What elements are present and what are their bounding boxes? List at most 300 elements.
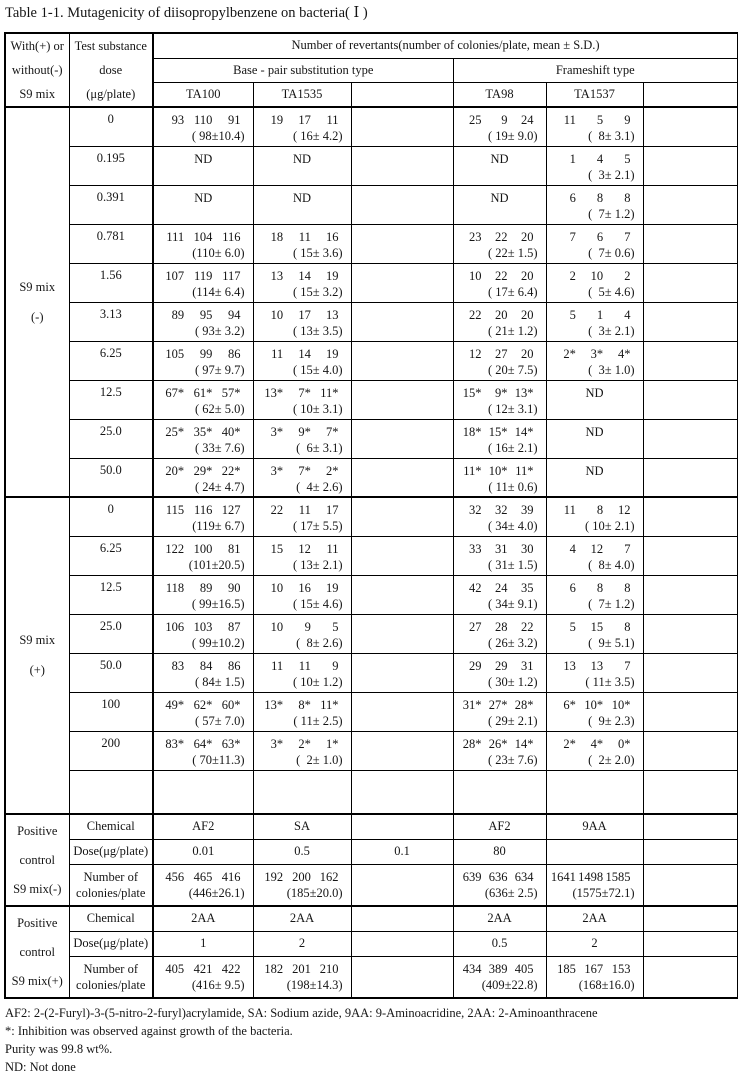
revertant-cell xyxy=(453,185,546,224)
revertant-cell xyxy=(546,731,643,770)
revertant-cell xyxy=(546,302,643,341)
footnote-asterisk: *: Inhibition was observed against growth of the bacteria. xyxy=(5,1024,293,1038)
replicate-counts xyxy=(547,303,643,323)
pc-number-cell xyxy=(253,956,351,998)
replicate-counts xyxy=(547,576,643,596)
replicate-counts xyxy=(154,420,253,440)
data-row xyxy=(5,692,738,731)
mean-sd: ( 2± 1.0) xyxy=(296,752,343,767)
mean-sd: ( 7± 1.2) xyxy=(588,596,635,611)
mean-sd: ( 11± 0.6) xyxy=(488,479,538,494)
revertant-cell xyxy=(253,419,351,458)
dose-cell xyxy=(69,770,153,814)
replicate-counts xyxy=(154,342,253,362)
count-value: 61* xyxy=(193,385,213,400)
pc-dose-cell: 0.5 xyxy=(253,839,351,864)
data-row xyxy=(5,380,738,419)
count-value: 90 xyxy=(227,580,241,595)
data-row xyxy=(5,614,738,653)
count-value: 5 xyxy=(332,619,339,634)
count-value: 8 xyxy=(624,580,631,595)
revertant-cell xyxy=(253,614,351,653)
positive-control-label-line: S9 mix(+) xyxy=(11,973,63,988)
revertant-cell xyxy=(643,341,738,380)
count-value: 86 xyxy=(227,658,241,673)
count-value: 11 xyxy=(298,503,311,517)
count-value: 639 xyxy=(462,869,482,884)
revertant-cell xyxy=(643,146,738,185)
count-value: 434 xyxy=(462,961,482,976)
revertant-cell xyxy=(546,497,643,536)
mean-sd: ( 99±10.2) xyxy=(191,635,245,650)
replicate-counts xyxy=(254,303,351,323)
count-value: 33 xyxy=(469,541,482,556)
pc-number-cell xyxy=(153,864,253,906)
replicate-counts xyxy=(547,498,643,518)
count-value: 14* xyxy=(514,736,534,751)
revertant-cell xyxy=(643,263,738,302)
s9-section-label xyxy=(5,107,69,497)
count-value: 32 xyxy=(495,503,508,517)
dose-cell xyxy=(69,458,153,497)
mean-sd: ( 10± 2.1) xyxy=(584,519,635,533)
count-value: 9 xyxy=(501,113,508,127)
replicate-counts xyxy=(154,264,253,284)
revertant-cell xyxy=(546,224,643,263)
footnote-nd: ND: Not done xyxy=(5,1060,76,1074)
count-value: 32 xyxy=(469,503,482,517)
positive-control-label xyxy=(5,814,69,906)
data-row xyxy=(5,458,738,497)
count-value: 13 xyxy=(270,268,284,283)
revertant-cell xyxy=(253,653,351,692)
table-title: Table 1-1. Mutagenicity of diisopropylbenzene on bacteria( Ⅰ ) xyxy=(5,5,368,21)
mean-sd: (416± 9.5) xyxy=(191,977,245,992)
count-value: 11 xyxy=(271,346,284,361)
count-value: 83* xyxy=(165,736,185,751)
count-value: 162 xyxy=(319,869,339,884)
pc-number-cell xyxy=(453,864,546,906)
count-value: 25 xyxy=(469,113,482,127)
revertant-cell xyxy=(253,770,351,814)
revertant-cell xyxy=(453,224,546,263)
count-value: 12 xyxy=(469,346,482,361)
replicate-counts xyxy=(254,615,351,635)
revertant-cell xyxy=(153,653,253,692)
mean-sd: ( 8± 3.1) xyxy=(588,129,635,143)
count-value: 95 xyxy=(199,307,213,322)
count-value: 119 xyxy=(194,268,213,283)
revertant-cell xyxy=(253,302,351,341)
replicate-counts xyxy=(547,108,643,128)
mean-sd: (409±22.8) xyxy=(481,977,538,992)
s9-label-line: S9 mix xyxy=(19,633,56,647)
count-value: 11 xyxy=(298,658,311,673)
revertant-cell xyxy=(351,731,453,770)
count-value: 20* xyxy=(165,463,185,478)
mean-sd: ( 33± 7.6) xyxy=(194,440,245,455)
count-value: 201 xyxy=(292,961,311,976)
count-value: 416 xyxy=(221,869,241,884)
count-value: 1641 xyxy=(550,869,576,884)
count-value: 49* xyxy=(165,697,185,712)
count-value: 28* xyxy=(514,697,534,712)
dose-value: 200 xyxy=(101,735,121,750)
mean-sd: ( 17± 6.4) xyxy=(487,284,538,299)
count-value: 116 xyxy=(194,503,213,517)
replicate-counts xyxy=(454,381,546,401)
revertant-cell xyxy=(546,419,643,458)
count-value: 10 xyxy=(270,307,284,322)
replicate-counts xyxy=(254,654,351,674)
count-value: 20 xyxy=(495,307,508,322)
revertant-cell xyxy=(453,419,546,458)
replicate-counts xyxy=(154,459,253,479)
revertant-cell xyxy=(153,692,253,731)
count-value: 405 xyxy=(514,961,534,976)
dose-value: 0.391 xyxy=(96,189,125,204)
count-value: 2* xyxy=(563,736,576,751)
data-row xyxy=(5,497,738,536)
replicate-counts xyxy=(454,693,546,713)
replicate-counts xyxy=(454,303,546,323)
chemical-cell: AF2 xyxy=(453,814,546,839)
mean-sd: (185±20.0) xyxy=(286,885,343,900)
replicate-counts xyxy=(547,957,643,977)
mean-sd: ( 23± 7.6) xyxy=(487,752,538,767)
dose-row-label: Dose(μg/plate) xyxy=(69,839,153,864)
mean-sd: ( 16± 2.1) xyxy=(487,440,538,455)
mean-sd: ( 10± 1.2) xyxy=(292,674,343,689)
mean-sd: (198±14.3) xyxy=(286,977,343,992)
count-value: 24 xyxy=(521,113,534,127)
dose-cell xyxy=(69,263,153,302)
count-value: 7 xyxy=(624,541,631,556)
data-row xyxy=(5,263,738,302)
count-value: 9 xyxy=(624,113,631,127)
count-value: 18 xyxy=(270,229,284,244)
revertant-cell xyxy=(253,497,351,536)
count-value: 13 xyxy=(325,307,339,322)
count-value: 182 xyxy=(264,961,284,976)
mean-sd: ( 84± 1.5) xyxy=(194,674,245,689)
revertant-cell xyxy=(453,770,546,814)
count-value: 8 xyxy=(596,190,604,205)
data-row xyxy=(5,653,738,692)
count-value: 26* xyxy=(488,736,508,751)
pc-number-cell xyxy=(253,864,351,906)
dose-value: 100 xyxy=(101,696,121,711)
count-value: 28* xyxy=(462,736,482,751)
pc-dose-cell: 0.1 xyxy=(351,839,453,864)
replicate-counts xyxy=(454,732,546,752)
mean-sd: ( 70±11.3) xyxy=(192,752,245,767)
data-row xyxy=(5,419,738,458)
dose-value: 0.195 xyxy=(96,150,125,165)
count-value: 23 xyxy=(469,229,482,244)
count-value: 10* xyxy=(488,463,508,478)
replicate-counts xyxy=(454,420,546,440)
data-row xyxy=(5,341,738,380)
mutagenicity-table xyxy=(4,32,738,999)
count-value: 11* xyxy=(320,385,339,400)
count-value: 15* xyxy=(462,385,482,400)
mean-sd: ( 99±16.5) xyxy=(191,596,245,611)
pc-dose-cell: 80 xyxy=(453,839,546,864)
replicate-counts xyxy=(547,732,643,752)
count-value: 1585 xyxy=(605,869,631,884)
revertant-cell xyxy=(253,224,351,263)
revertant-cell xyxy=(153,146,253,185)
revertant-cell xyxy=(153,341,253,380)
mean-sd: ( 4± 2.6) xyxy=(296,479,343,494)
dose-cell xyxy=(69,185,153,224)
revertant-cell xyxy=(351,575,453,614)
pc-dose-cell: 0.5 xyxy=(453,931,546,956)
count-value: 107 xyxy=(165,268,185,283)
data-row xyxy=(5,224,738,263)
count-value: 5 xyxy=(596,113,604,127)
count-value: 2* xyxy=(298,736,311,751)
revertant-cell xyxy=(253,146,351,185)
count-value: 86 xyxy=(227,346,241,361)
dose-header-line: (μg/plate) xyxy=(86,87,136,101)
count-value: 10 xyxy=(590,268,604,283)
count-value: 111 xyxy=(166,229,185,244)
count-value: 22 xyxy=(495,229,508,244)
count-value: 13* xyxy=(514,385,534,400)
count-value: 3* xyxy=(590,346,604,361)
mean-sd: (636± 2.5) xyxy=(484,885,538,900)
count-value: 1* xyxy=(325,736,339,751)
count-value: 29 xyxy=(469,658,482,673)
revertant-cell xyxy=(643,692,738,731)
revertant-cell xyxy=(643,224,738,263)
pc-number-cell xyxy=(643,956,738,998)
nd-value: ND xyxy=(585,463,604,478)
replicate-counts xyxy=(454,459,546,479)
count-value: 185 xyxy=(557,961,576,976)
replicate-counts xyxy=(454,537,546,557)
data-row xyxy=(5,575,738,614)
revertant-cell xyxy=(453,302,546,341)
positive-control-dose-row xyxy=(5,931,738,956)
count-value: 5 xyxy=(569,619,576,634)
revertant-cell xyxy=(351,770,453,814)
dose-row-label: Dose(μg/plate) xyxy=(69,931,153,956)
count-value: 12 xyxy=(590,541,604,556)
count-value: 30 xyxy=(521,541,534,556)
count-value: 31 xyxy=(521,658,534,673)
count-value: 634 xyxy=(514,869,534,884)
replicate-counts xyxy=(547,342,643,362)
revertant-cell xyxy=(351,614,453,653)
count-value: 15 xyxy=(590,619,604,634)
mean-sd: ( 10± 3.1) xyxy=(292,401,343,416)
count-value: 20 xyxy=(521,268,534,283)
count-value: 1 xyxy=(596,307,604,322)
replicate-counts xyxy=(154,865,253,885)
replicate-counts xyxy=(254,732,351,752)
data-row xyxy=(5,185,738,224)
count-value: 11 xyxy=(298,229,311,244)
revertant-cell xyxy=(643,458,738,497)
replicate-counts xyxy=(254,459,351,479)
count-value: 67* xyxy=(165,385,185,400)
number-row-label xyxy=(69,956,153,998)
count-value: 106 xyxy=(165,619,185,634)
replicate-counts xyxy=(154,957,253,977)
strain-header-blank-2 xyxy=(643,83,738,107)
replicate-counts xyxy=(454,225,546,245)
revertant-cell xyxy=(643,770,738,814)
replicate-counts xyxy=(254,693,351,713)
count-value: 11 xyxy=(326,113,339,127)
revertant-cell xyxy=(153,380,253,419)
revertant-cell xyxy=(153,497,253,536)
chemical-cell: 2AA xyxy=(546,906,643,931)
mean-sd: ( 3± 1.0) xyxy=(588,362,635,377)
revertant-cell xyxy=(643,653,738,692)
count-value: 9 xyxy=(304,619,311,634)
replicate-counts xyxy=(254,264,351,284)
data-row xyxy=(5,731,738,770)
nd-value: ND xyxy=(490,190,509,205)
pc-dose-cell xyxy=(643,839,738,864)
revertant-cell xyxy=(546,575,643,614)
number-row-label-line: colonies/plate xyxy=(76,885,146,900)
count-value: 19 xyxy=(325,268,339,283)
revertant-cell xyxy=(453,614,546,653)
count-value: 11 xyxy=(563,113,576,127)
replicate-counts xyxy=(547,615,643,635)
dose-value: 1.56 xyxy=(99,267,122,282)
mean-sd: (114± 6.4) xyxy=(192,284,245,299)
data-row xyxy=(5,536,738,575)
revertant-cell xyxy=(453,653,546,692)
replicate-counts xyxy=(154,498,253,518)
revertant-cell xyxy=(643,107,738,146)
s9-label-line: (+) xyxy=(29,663,45,677)
revertant-cell xyxy=(546,536,643,575)
count-value: 10* xyxy=(584,697,604,712)
count-value: 3* xyxy=(270,424,284,439)
replicate-counts xyxy=(547,225,643,245)
count-value: 465 xyxy=(193,869,213,884)
revertant-cell xyxy=(453,380,546,419)
count-value: 110 xyxy=(194,113,213,127)
count-value: 13 xyxy=(590,658,604,673)
revertant-cell xyxy=(351,536,453,575)
nd-value: ND xyxy=(194,151,213,166)
count-value: 3* xyxy=(270,463,284,478)
pc-dose-cell xyxy=(351,931,453,956)
count-value: 94 xyxy=(227,307,241,322)
revertant-cell xyxy=(351,263,453,302)
count-value: 29* xyxy=(193,463,213,478)
count-value: 27* xyxy=(488,697,508,712)
count-value: 14 xyxy=(298,268,311,283)
revertant-cell xyxy=(351,341,453,380)
nd-value: ND xyxy=(194,190,213,205)
count-value: 9* xyxy=(495,385,508,400)
pc-number-cell xyxy=(546,864,643,906)
nd-value: ND xyxy=(292,151,312,166)
chemical-row-label: Chemical xyxy=(69,814,153,839)
mean-sd: ( 6± 3.1) xyxy=(296,440,343,455)
pc-number-cell xyxy=(153,956,253,998)
revertant-cell xyxy=(253,107,351,146)
count-value: 5 xyxy=(569,307,576,322)
dose-cell xyxy=(69,731,153,770)
chemical-cell xyxy=(643,906,738,931)
count-value: 83 xyxy=(171,658,185,673)
count-value: 63* xyxy=(221,736,241,751)
revertant-cell xyxy=(253,731,351,770)
mean-sd: ( 7± 1.2) xyxy=(588,206,635,221)
positive-control-label-line: Positive xyxy=(17,823,58,838)
count-value: 11* xyxy=(515,463,534,478)
revertant-cell xyxy=(643,185,738,224)
revertant-cell xyxy=(351,419,453,458)
footnote-purity: Purity was 99.8 wt%. xyxy=(5,1042,113,1056)
count-value: 7 xyxy=(624,229,631,244)
count-value: 15 xyxy=(270,541,284,556)
count-value: 2 xyxy=(624,268,631,283)
chemical-cell xyxy=(351,906,453,931)
revertant-cell xyxy=(253,575,351,614)
replicate-counts xyxy=(154,732,253,752)
strain-header-ta1537: TA1537 xyxy=(546,83,643,107)
base-pair-group-header: Base - pair substitution type xyxy=(153,58,453,82)
count-value: 25* xyxy=(165,424,185,439)
dose-value: 0.781 xyxy=(96,228,125,243)
count-value: 35 xyxy=(521,580,534,595)
mean-sd: ( 34± 4.0) xyxy=(487,519,538,533)
replicate-counts xyxy=(454,498,546,518)
count-value: 17 xyxy=(298,307,311,322)
replicate-counts xyxy=(454,576,546,596)
count-value: 122 xyxy=(165,541,185,556)
pc-dose-cell: 0.01 xyxy=(153,839,253,864)
dose-value: 12.5 xyxy=(99,579,122,594)
s9-mix-header xyxy=(5,33,69,107)
count-value: 16 xyxy=(298,580,311,595)
dose-value: 3.13 xyxy=(99,306,122,321)
nd-value: ND xyxy=(292,190,312,205)
replicate-counts xyxy=(254,108,351,128)
revertant-cell xyxy=(546,653,643,692)
count-value: 9* xyxy=(298,424,311,439)
mean-sd: ( 15± 4.6) xyxy=(292,596,343,611)
revertant-cell xyxy=(153,536,253,575)
count-value: 20 xyxy=(521,346,534,361)
chemical-cell: SA xyxy=(253,814,351,839)
revertant-cell xyxy=(453,731,546,770)
replicate-counts xyxy=(254,537,351,557)
count-value: 8 xyxy=(624,619,631,634)
revertant-cell xyxy=(643,380,738,419)
count-value: 29 xyxy=(495,658,508,673)
count-value: 89 xyxy=(199,580,213,595)
footnote-abbreviations: AF2: 2-(2-Furyl)-3-(5-nitro-2-furyl)acrylamide, SA: Sodium azide, 9AA: 9-Aminoacridine, 2AA: 2-Aminoanthracene xyxy=(5,1006,598,1020)
count-value: 6 xyxy=(569,190,576,205)
count-value: 8 xyxy=(596,503,604,517)
pc-number-cell xyxy=(643,864,738,906)
mean-sd: ( 8± 2.6) xyxy=(296,635,343,650)
mean-sd: ( 13± 2.1) xyxy=(292,557,343,572)
chemical-cell: 9AA xyxy=(546,814,643,839)
